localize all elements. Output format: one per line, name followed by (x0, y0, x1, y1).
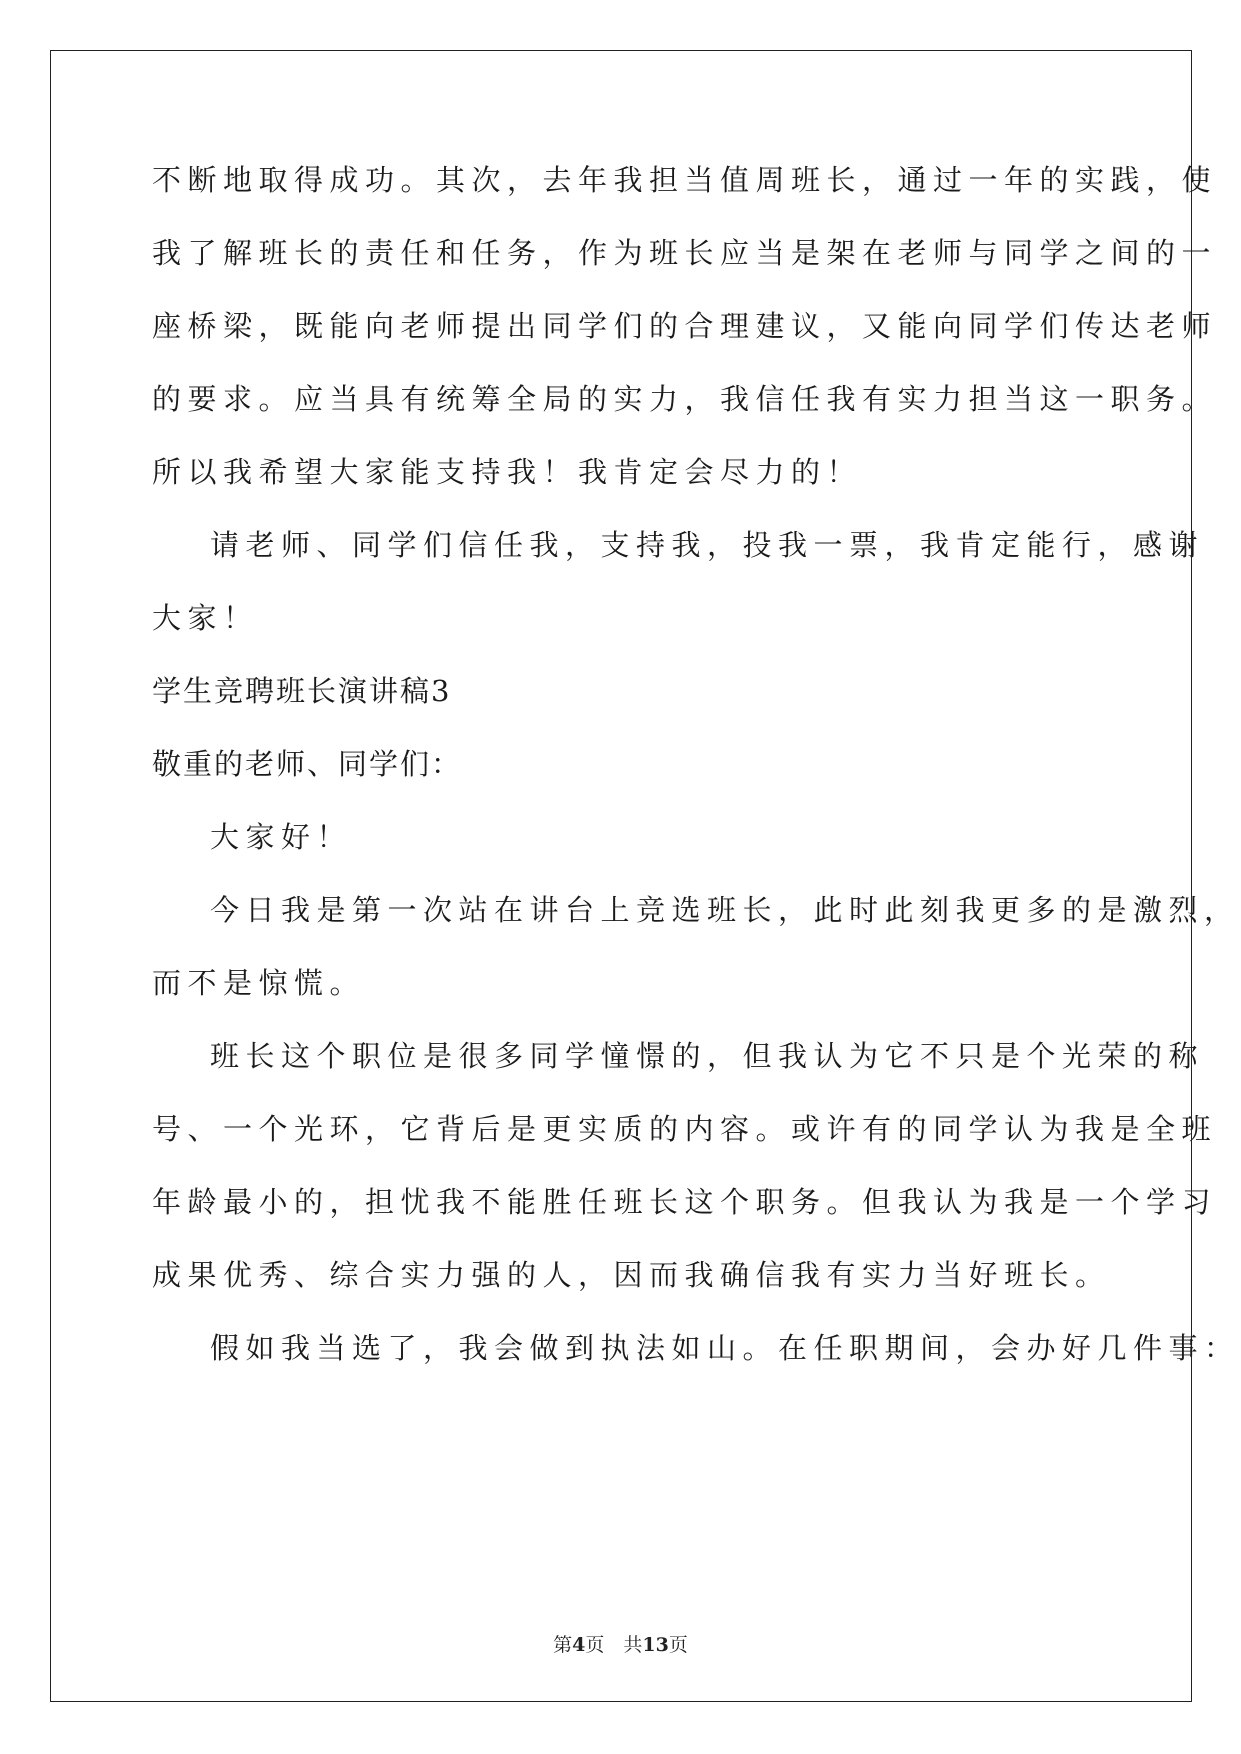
page-footer (0, 1630, 1241, 1657)
text-line: 号、一个光环，它背后是更实质的内容。或许有的同学认为我是全班 (152, 1112, 1218, 1146)
text-line: 年龄最小的，担忧我不能胜任班长这个职务。但我认为我是一个学习 (152, 1185, 1218, 1219)
footer-mid: 页 共 (585, 1634, 643, 1656)
text-line: 不断地取得成功。其次，去年我担当值周班长，通过一年的实践，使 (152, 163, 1218, 197)
text-line: 所以我希望大家能支持我！我肯定会尽力的！ (152, 455, 863, 489)
text-line: 假如我当选了，我会做到执法如山。在任职期间，会办好几件事： (210, 1331, 1240, 1365)
page-total: 13 (642, 1634, 669, 1656)
text-line: 我了解班长的责任和任务，作为班长应当是架在老师与同学之间的一 (152, 236, 1218, 270)
text-line: 班长这个职位是很多同学憧憬的，但我认为它不只是个光荣的称 (210, 1039, 1205, 1073)
text-line: 而不是惊慌。 (152, 966, 366, 1000)
text-line: 大家好！ (210, 820, 353, 854)
text-line: 的要求。应当具有统筹全局的实力，我信任我有实力担当这一职务。 (152, 382, 1218, 416)
salutation: 敬重的老师、同学们： (152, 747, 463, 781)
page-number: 4 (572, 1634, 586, 1656)
section-title: 学生竞聘班长演讲稿3 (152, 674, 452, 708)
text-line: 成果优秀、综合实力强的人，因而我确信我有实力当好班长。 (152, 1258, 1111, 1292)
text-line: 请老师、同学们信任我，支持我，投我一票，我肯定能行，感谢 (210, 528, 1205, 562)
text-line: 大家！ (152, 601, 259, 635)
page-border (50, 50, 1192, 1702)
footer-suffix: 页 (668, 1634, 688, 1656)
footer-prefix: 第 (553, 1634, 573, 1656)
text-line: 今日我是第一次站在讲台上竞选班长，此时此刻我更多的是激烈， (210, 893, 1240, 927)
text-line: 座桥梁，既能向老师提出同学们的合理建议，又能向同学们传达老师 (152, 309, 1218, 343)
